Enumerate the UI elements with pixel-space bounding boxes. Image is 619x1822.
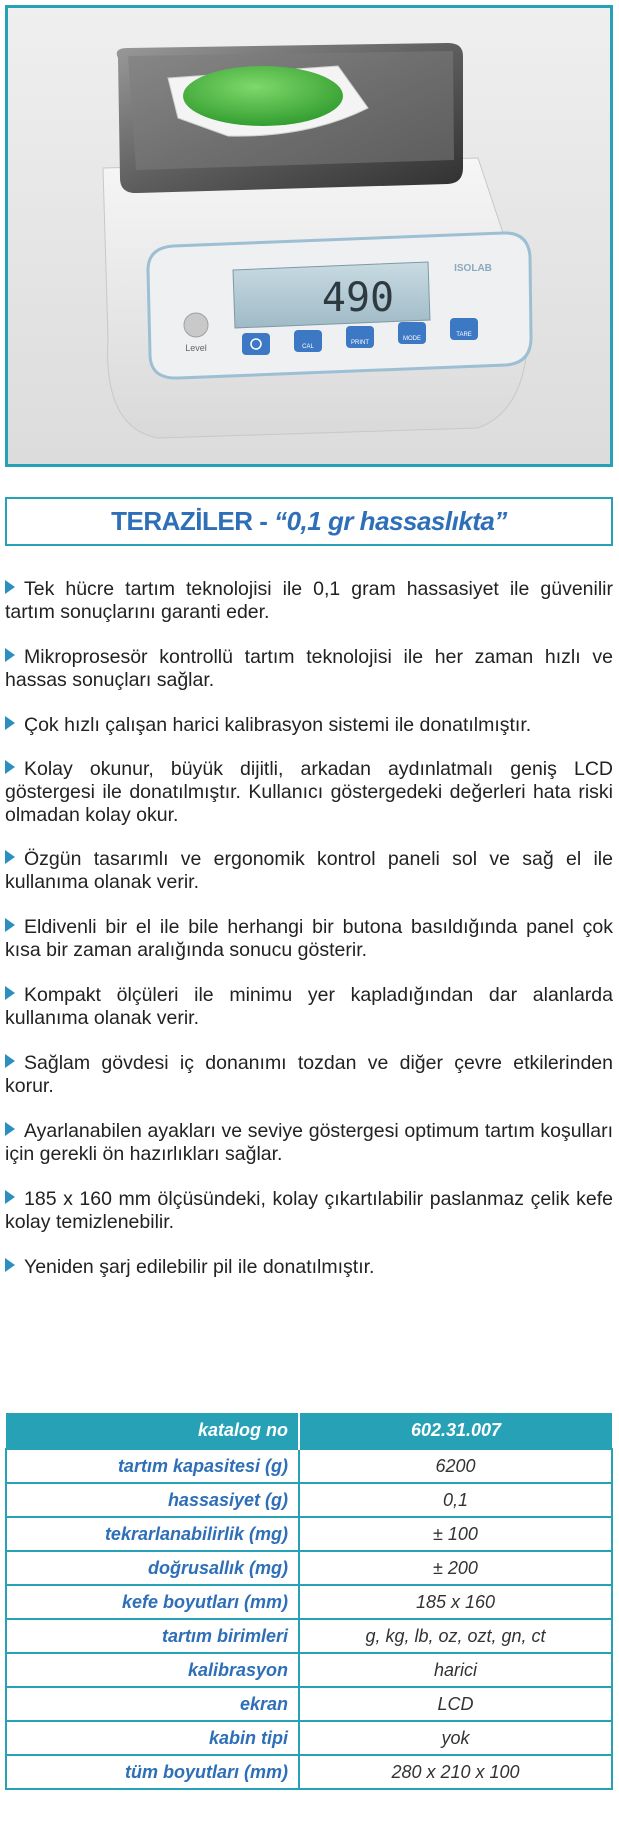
row-key: kalibrasyon: [6, 1653, 299, 1687]
row-value: ± 100: [299, 1517, 612, 1551]
row-key: hassasiyet (g): [6, 1483, 299, 1517]
row-value: harici: [299, 1653, 612, 1687]
table-row: [6, 1483, 612, 1517]
row-value: 0,1: [299, 1483, 612, 1517]
table-row: [6, 1755, 612, 1789]
arrow-icon: [5, 716, 15, 730]
table-row: [6, 1721, 612, 1755]
table-row: [6, 1585, 612, 1619]
title-sub: “0,1 gr hassaslıkta”: [274, 506, 507, 536]
row-key: tartım birimleri: [6, 1619, 299, 1653]
arrow-icon: [5, 1122, 15, 1136]
arrow-icon: [5, 760, 15, 774]
feature-item: Ayarlanabilen ayakları ve seviye göstergesi optimum tartım koşulları için gerekli ön hazırlıkları sağlar.: [5, 1120, 613, 1165]
row-value: LCD: [299, 1687, 612, 1721]
row-key: kabin tipi: [6, 1721, 299, 1755]
table-row: [6, 1653, 612, 1687]
svg-text:PRINT: PRINT: [351, 340, 369, 346]
table-row: [6, 1687, 612, 1721]
table-row: [6, 1551, 612, 1585]
catalog-value: 602.31.007: [299, 1413, 612, 1449]
arrow-icon: [5, 648, 15, 662]
spec-table: [5, 1413, 613, 1790]
arrow-icon: [5, 1258, 15, 1272]
tare-button[interactable]: [450, 318, 478, 340]
catalog-key: katalog no: [6, 1413, 299, 1449]
mode-button[interactable]: [398, 322, 426, 344]
arrow-icon: [5, 986, 15, 1000]
row-value: 185 x 160: [299, 1585, 612, 1619]
table-row: [6, 1517, 612, 1551]
svg-text:MODE: MODE: [403, 336, 421, 342]
row-key: kefe boyutları (mm): [6, 1585, 299, 1619]
svg-text:CAL: CAL: [302, 344, 314, 350]
row-key: doğrusallık (mg): [6, 1551, 299, 1585]
arrow-icon: [5, 580, 15, 594]
feature-item: Tek hücre tartım teknolojisi ile 0,1 gram hassasiyet ile güvenilir tartım sonuçlarını garanti eder.: [5, 578, 613, 623]
section-title: [5, 497, 613, 546]
row-value: 280 x 210 x 100: [299, 1755, 612, 1789]
balance-illustration: [8, 8, 610, 464]
arrow-icon: [5, 850, 15, 864]
arrow-icon: [5, 1054, 15, 1068]
feature-item: Kolay okunur, büyük dijitli, arkadan aydınlatmalı geniş LCD göstergesi ile donatılmıştır. Kullanıcı göstergedeki değerleri hata riski olmadan kolay okur.: [5, 758, 613, 826]
arrow-icon: [5, 1190, 15, 1204]
row-key: tartım kapasitesi (g): [6, 1449, 299, 1483]
brand-label: ISOLAB: [454, 263, 492, 274]
feature-item: Eldivenli bir el ile bile herhangi bir butona basıldığında panel çok kısa bir zaman aralığında sonucu gösterir.: [5, 916, 613, 961]
table-header-row: [6, 1413, 612, 1449]
row-value: g, kg, lb, oz, ozt, gn, ct: [299, 1619, 612, 1653]
row-key: tekrarlanabilirlik (mg): [6, 1517, 299, 1551]
table-row: [6, 1449, 612, 1483]
row-value: yok: [299, 1721, 612, 1755]
row-key: ekran: [6, 1687, 299, 1721]
arrow-icon: [5, 918, 15, 932]
power-button[interactable]: [242, 333, 270, 355]
feature-item: 185 x 160 mm ölçüsündeki, kolay çıkartılabilir paslanmaz çelik kefe kolay temizlenebilir.: [5, 1188, 613, 1233]
level-label: Level: [185, 343, 207, 353]
svg-text:TARE: TARE: [456, 332, 472, 338]
cal-button[interactable]: [294, 330, 322, 352]
feature-item: Çok hızlı çalışan harici kalibrasyon sistemi ile donatılmıştır.: [5, 714, 613, 737]
table-row: [6, 1619, 612, 1653]
row-value: ± 200: [299, 1551, 612, 1585]
feature-item: Sağlam gövdesi iç donanımı tozdan ve diğer çevre etkilerinden korur.: [5, 1052, 613, 1097]
row-value: 6200: [299, 1449, 612, 1483]
lcd-display: [233, 262, 430, 328]
feature-item: Kompakt ölçüleri ile minimu yer kapladığından dar alanlarda kullanıma olanak verir.: [5, 984, 613, 1029]
level-indicator: [184, 313, 208, 353]
feature-item: Mikroprosesör kontrollü tartım teknolojisi ile her zaman hızlı ve hassas sonuçları sağlar.: [5, 646, 613, 691]
feature-item: Yeniden şarj edilebilir pil ile donatılmıştır.: [5, 1256, 613, 1279]
feature-item: Özgün tasarımlı ve ergonomik kontrol paneli sol ve sağ el ile kullanıma olanak verir.: [5, 848, 613, 893]
title-main: TERAZİLER -: [111, 506, 275, 536]
display-reading: 490: [321, 275, 395, 321]
print-button[interactable]: [346, 326, 374, 348]
product-photo: [5, 5, 613, 467]
row-key: tüm boyutları (mm): [6, 1755, 299, 1789]
